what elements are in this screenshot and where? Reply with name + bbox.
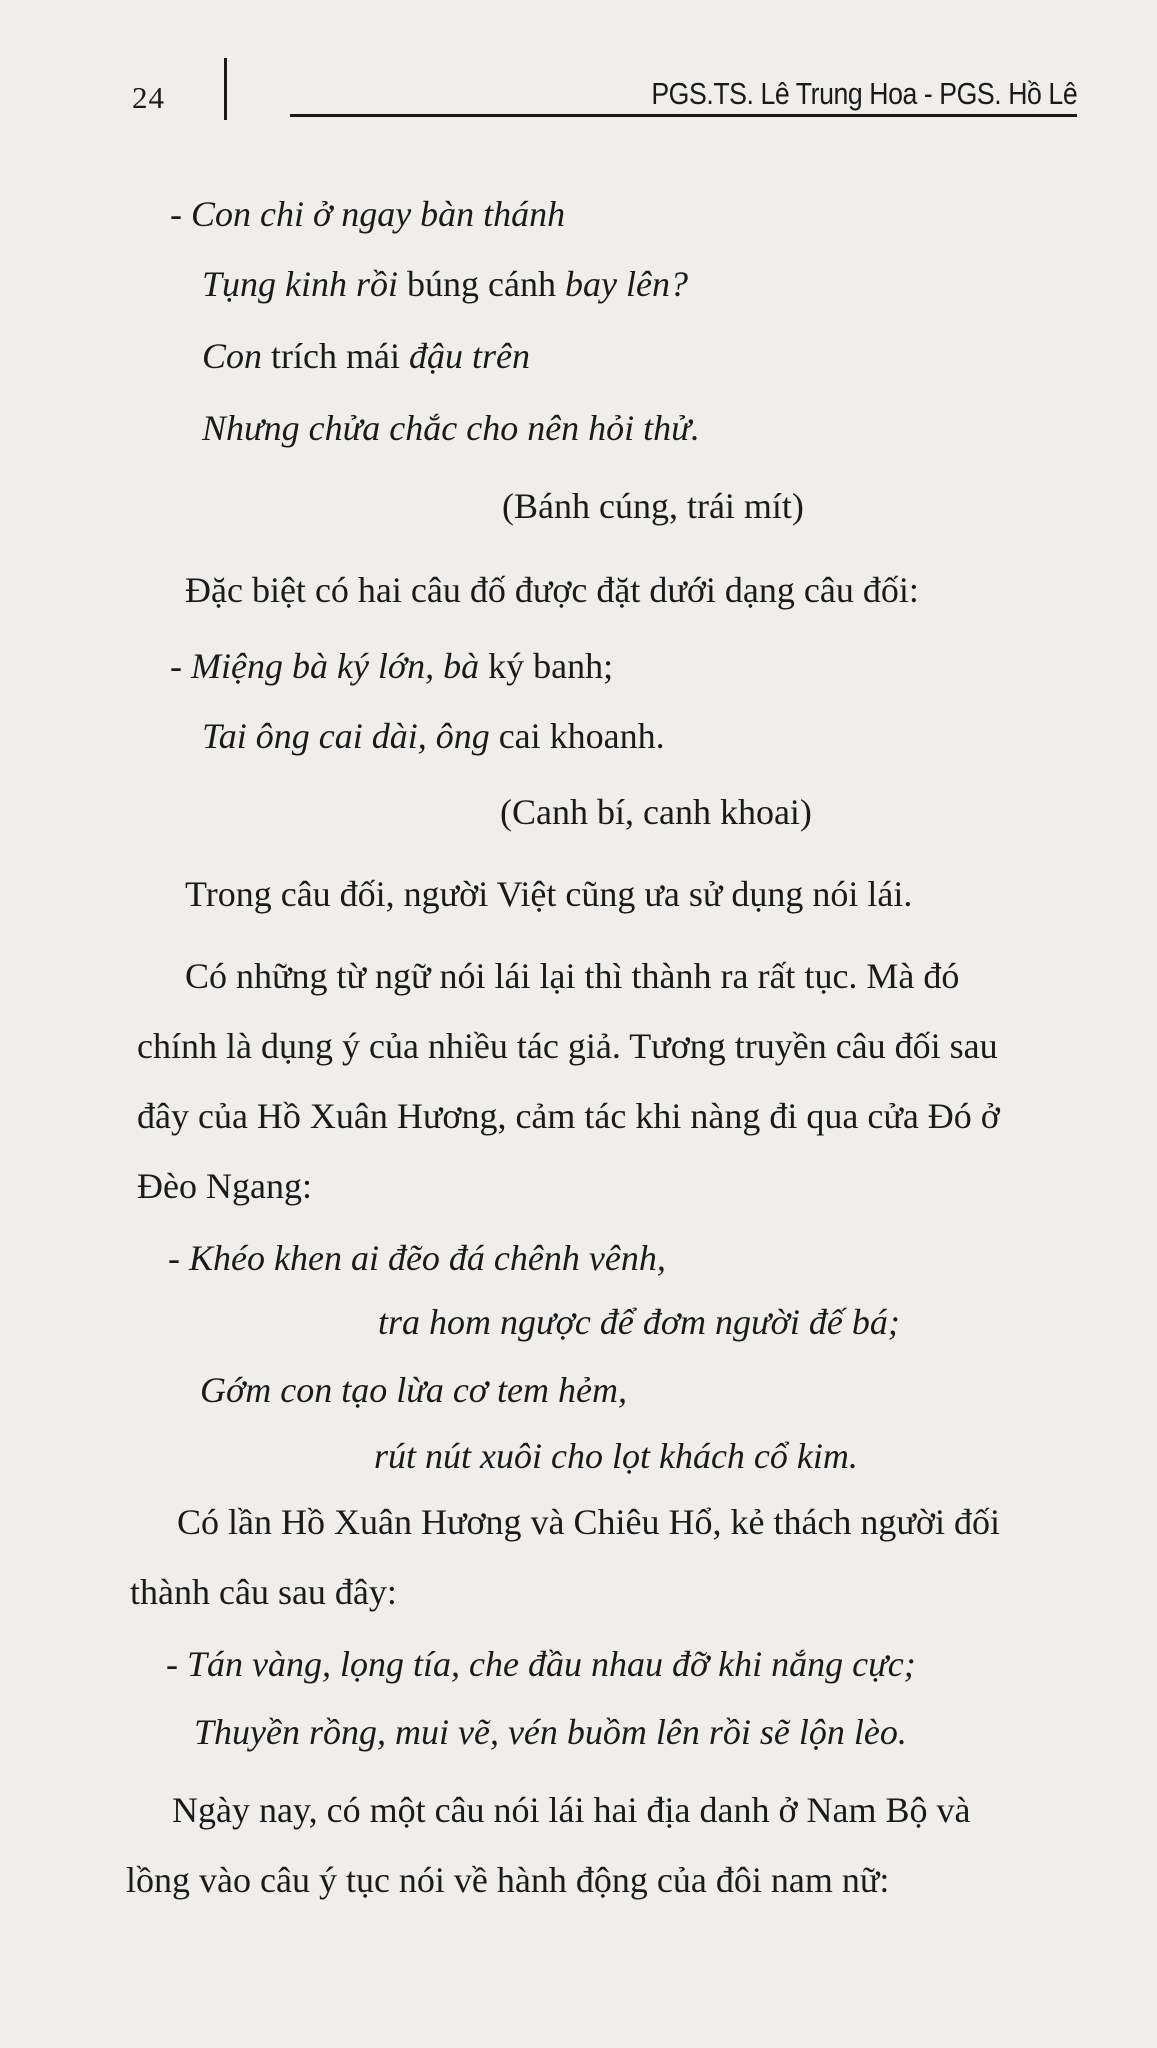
text-span: Thuyền rồng, mui vẽ, vén buồm lên rồi sẽ lộn lèo. bbox=[194, 1712, 907, 1752]
text-line bbox=[170, 644, 613, 688]
text-span: trích mái bbox=[271, 336, 409, 376]
text-span: Nhưng chửa chắc cho nên hỏi thử. bbox=[202, 408, 700, 448]
text-line bbox=[126, 1858, 889, 1902]
text-line bbox=[500, 790, 812, 834]
text-span: - bbox=[168, 1238, 189, 1278]
text-line bbox=[202, 262, 688, 306]
text-line bbox=[202, 406, 700, 450]
text-line bbox=[137, 1094, 1000, 1138]
text-line bbox=[502, 484, 804, 528]
text-line bbox=[166, 1642, 916, 1686]
text-line bbox=[202, 714, 665, 758]
text-span: lồng vào câu ý tục nói về hành động của đôi nam nữ: bbox=[126, 1860, 890, 1900]
text-line bbox=[168, 1236, 666, 1280]
text-span: đây của Hồ Xuân Hương, cảm tác khi nàng đi qua cửa Đó ở bbox=[137, 1096, 1000, 1136]
text-span: Đặc biệt có hai câu đố được đặt dưới dạng câu đối: bbox=[185, 570, 919, 610]
text-span: cai khoanh. bbox=[498, 716, 665, 756]
text-span: Miệng bà ký lớn, bà bbox=[191, 646, 489, 686]
text-span: Khéo khen ai đẽo đá chênh vênh, bbox=[189, 1238, 666, 1278]
text-span: tra hom ngược để đơm người đế bá; bbox=[378, 1302, 900, 1342]
text-line bbox=[130, 1570, 397, 1614]
text-span: Con bbox=[202, 336, 272, 376]
text-span: (Canh bí, canh khoai) bbox=[500, 792, 812, 832]
text-line bbox=[137, 1024, 998, 1068]
text-span: Ngày nay, có một câu nói lái hai địa danh ở Nam Bộ và bbox=[172, 1790, 971, 1830]
text-line bbox=[172, 1788, 971, 1832]
text-span: - bbox=[170, 646, 191, 686]
text-span: Tụng kinh rồi bbox=[202, 264, 408, 304]
text-span: Tán vàng, lọng tía, che đầu nhau đỡ khi nắng cực; bbox=[187, 1644, 916, 1684]
text-span: búng cánh bbox=[407, 264, 565, 304]
text-line bbox=[170, 192, 565, 236]
running-header-authors: PGS.TS. Lê Trung Hoa - PGS. Hồ Lê bbox=[651, 76, 1077, 111]
text-line bbox=[378, 1300, 900, 1344]
text-span: đậu trên bbox=[408, 336, 530, 376]
text-span: rút nút xuôi cho lọt khách cổ kim. bbox=[374, 1436, 858, 1476]
text-line bbox=[374, 1434, 858, 1478]
text-span: bay lên? bbox=[564, 264, 688, 304]
text-span: (Bánh cúng, trái mít) bbox=[502, 486, 804, 526]
text-span: Có lần Hồ Xuân Hương và Chiêu Hổ, kẻ thách người đối bbox=[177, 1502, 1000, 1542]
header-rule bbox=[290, 114, 1077, 117]
text-line bbox=[200, 1368, 627, 1412]
text-span: - bbox=[170, 194, 191, 234]
text-span: chính là dụng ý của nhiều tác giả. Tương truyền câu đối sau bbox=[137, 1026, 998, 1066]
text-span: ký banh; bbox=[488, 646, 614, 686]
text-span: thành câu sau đây: bbox=[130, 1572, 397, 1612]
text-line bbox=[185, 568, 919, 612]
text-line bbox=[185, 872, 912, 916]
text-span: Tai ông cai dài, ông bbox=[202, 716, 499, 756]
header-divider bbox=[224, 58, 227, 120]
page-number: 24 bbox=[132, 80, 165, 115]
text-span: Trong câu đối, người Việt cũng ưa sử dụng nói lái. bbox=[185, 874, 913, 914]
text-span: Đèo Ngang: bbox=[137, 1166, 312, 1206]
page-header bbox=[132, 58, 1077, 118]
text-span: Có những từ ngữ nói lái lại thì thành ra rất tục. Mà đó bbox=[185, 956, 960, 996]
text-span: - bbox=[166, 1644, 187, 1684]
text-line bbox=[194, 1710, 907, 1754]
text-line bbox=[202, 334, 530, 378]
text-line bbox=[137, 1164, 312, 1208]
text-line bbox=[177, 1500, 1000, 1544]
text-span: Con chi ở ngay bàn thánh bbox=[191, 194, 566, 234]
text-span: Gớm con tạo lừa cơ tem hẻm, bbox=[200, 1370, 627, 1410]
text-line bbox=[185, 954, 959, 998]
